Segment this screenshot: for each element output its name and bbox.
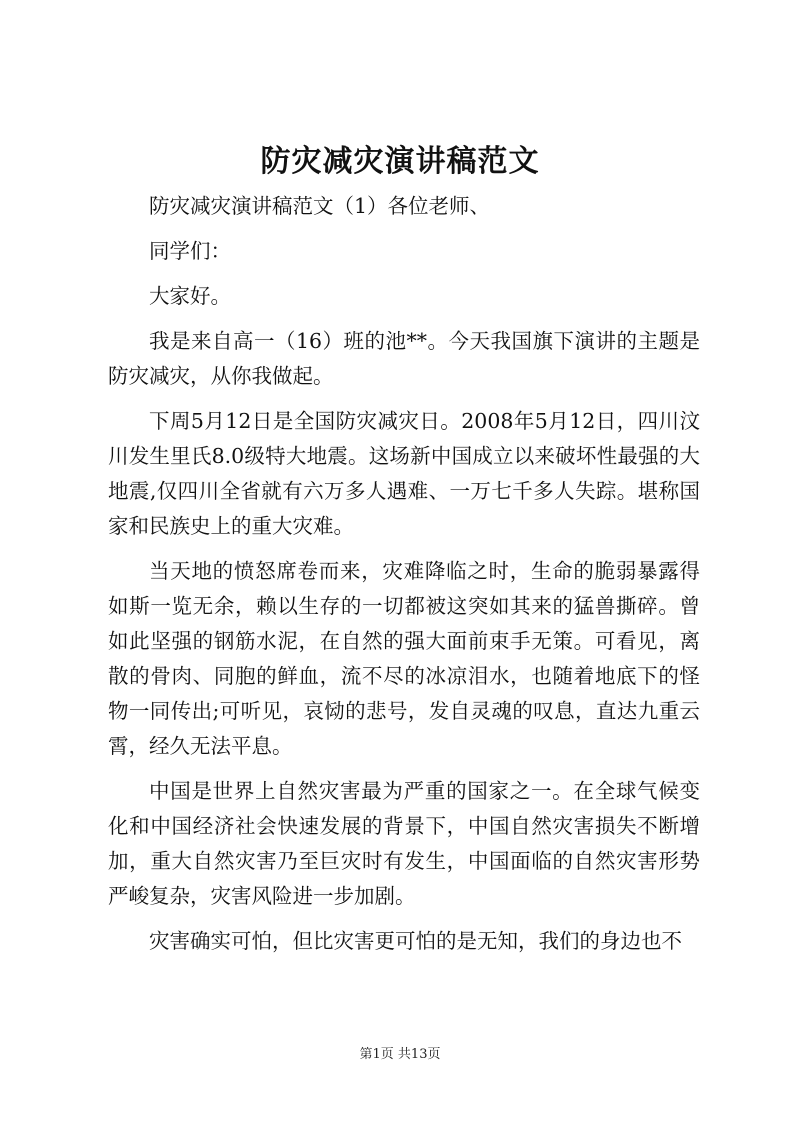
document-title: 防灾减灾演讲稿范文 — [260, 144, 540, 179]
document-body — [108, 189, 700, 969]
paragraph-2: 同学们： — [149, 239, 231, 263]
paragraph-5: 下周5月12日是全国防灾减灾日。2008年5月12日，四川汶川发生里氏8.0级特大地震。这场新中国成立以来破坏性最强的大地震,仅四川全省就有六万多人遇难、一万七千多人失踪。堪称国家和民族史上的重大灾难。 — [108, 409, 700, 538]
paragraph-1: 防灾减灾演讲稿范文（1）各位老师、 — [149, 194, 491, 218]
paragraph-3: 大家好。 — [149, 284, 231, 308]
paragraph-8: 灾害确实可怕，但比灾害更可怕的是无知，我们的身边也不 — [149, 929, 682, 953]
paragraph-7: 中国是世界上自然灾害最为严重的国家之一。在全球气候变化和中国经济社会快速发展的背景下，中国自然灾害损失不断增加，重大自然灾害乃至巨灾时有发生，中国面临的自然灾害形势严峻复杂，灾害风险进一步加剧。 — [108, 779, 700, 908]
paragraph-4: 我是来自高一（16）班的池**。今天我国旗下演讲的主题是防灾减灾，从你我做起。 — [108, 329, 700, 388]
page-number-footer: 第1页 共13页 — [359, 1047, 441, 1062]
paragraph-6: 当天地的愤怒席卷而来，灾难降临之时，生命的脆弱暴露得如斯一览无余，赖以生存的一切都被这突如其来的猛兽撕碎。曾如此坚强的钢筋水泥，在自然的强大面前束手无策。可看见，离散的骨肉、同胞的鲜血，流不尽的冰凉泪水，也随着地底下的怪物一同传出;可听见，哀恸的悲号，发自灵魂的叹息，直达九重云霄，经久无法平息。 — [108, 559, 700, 758]
